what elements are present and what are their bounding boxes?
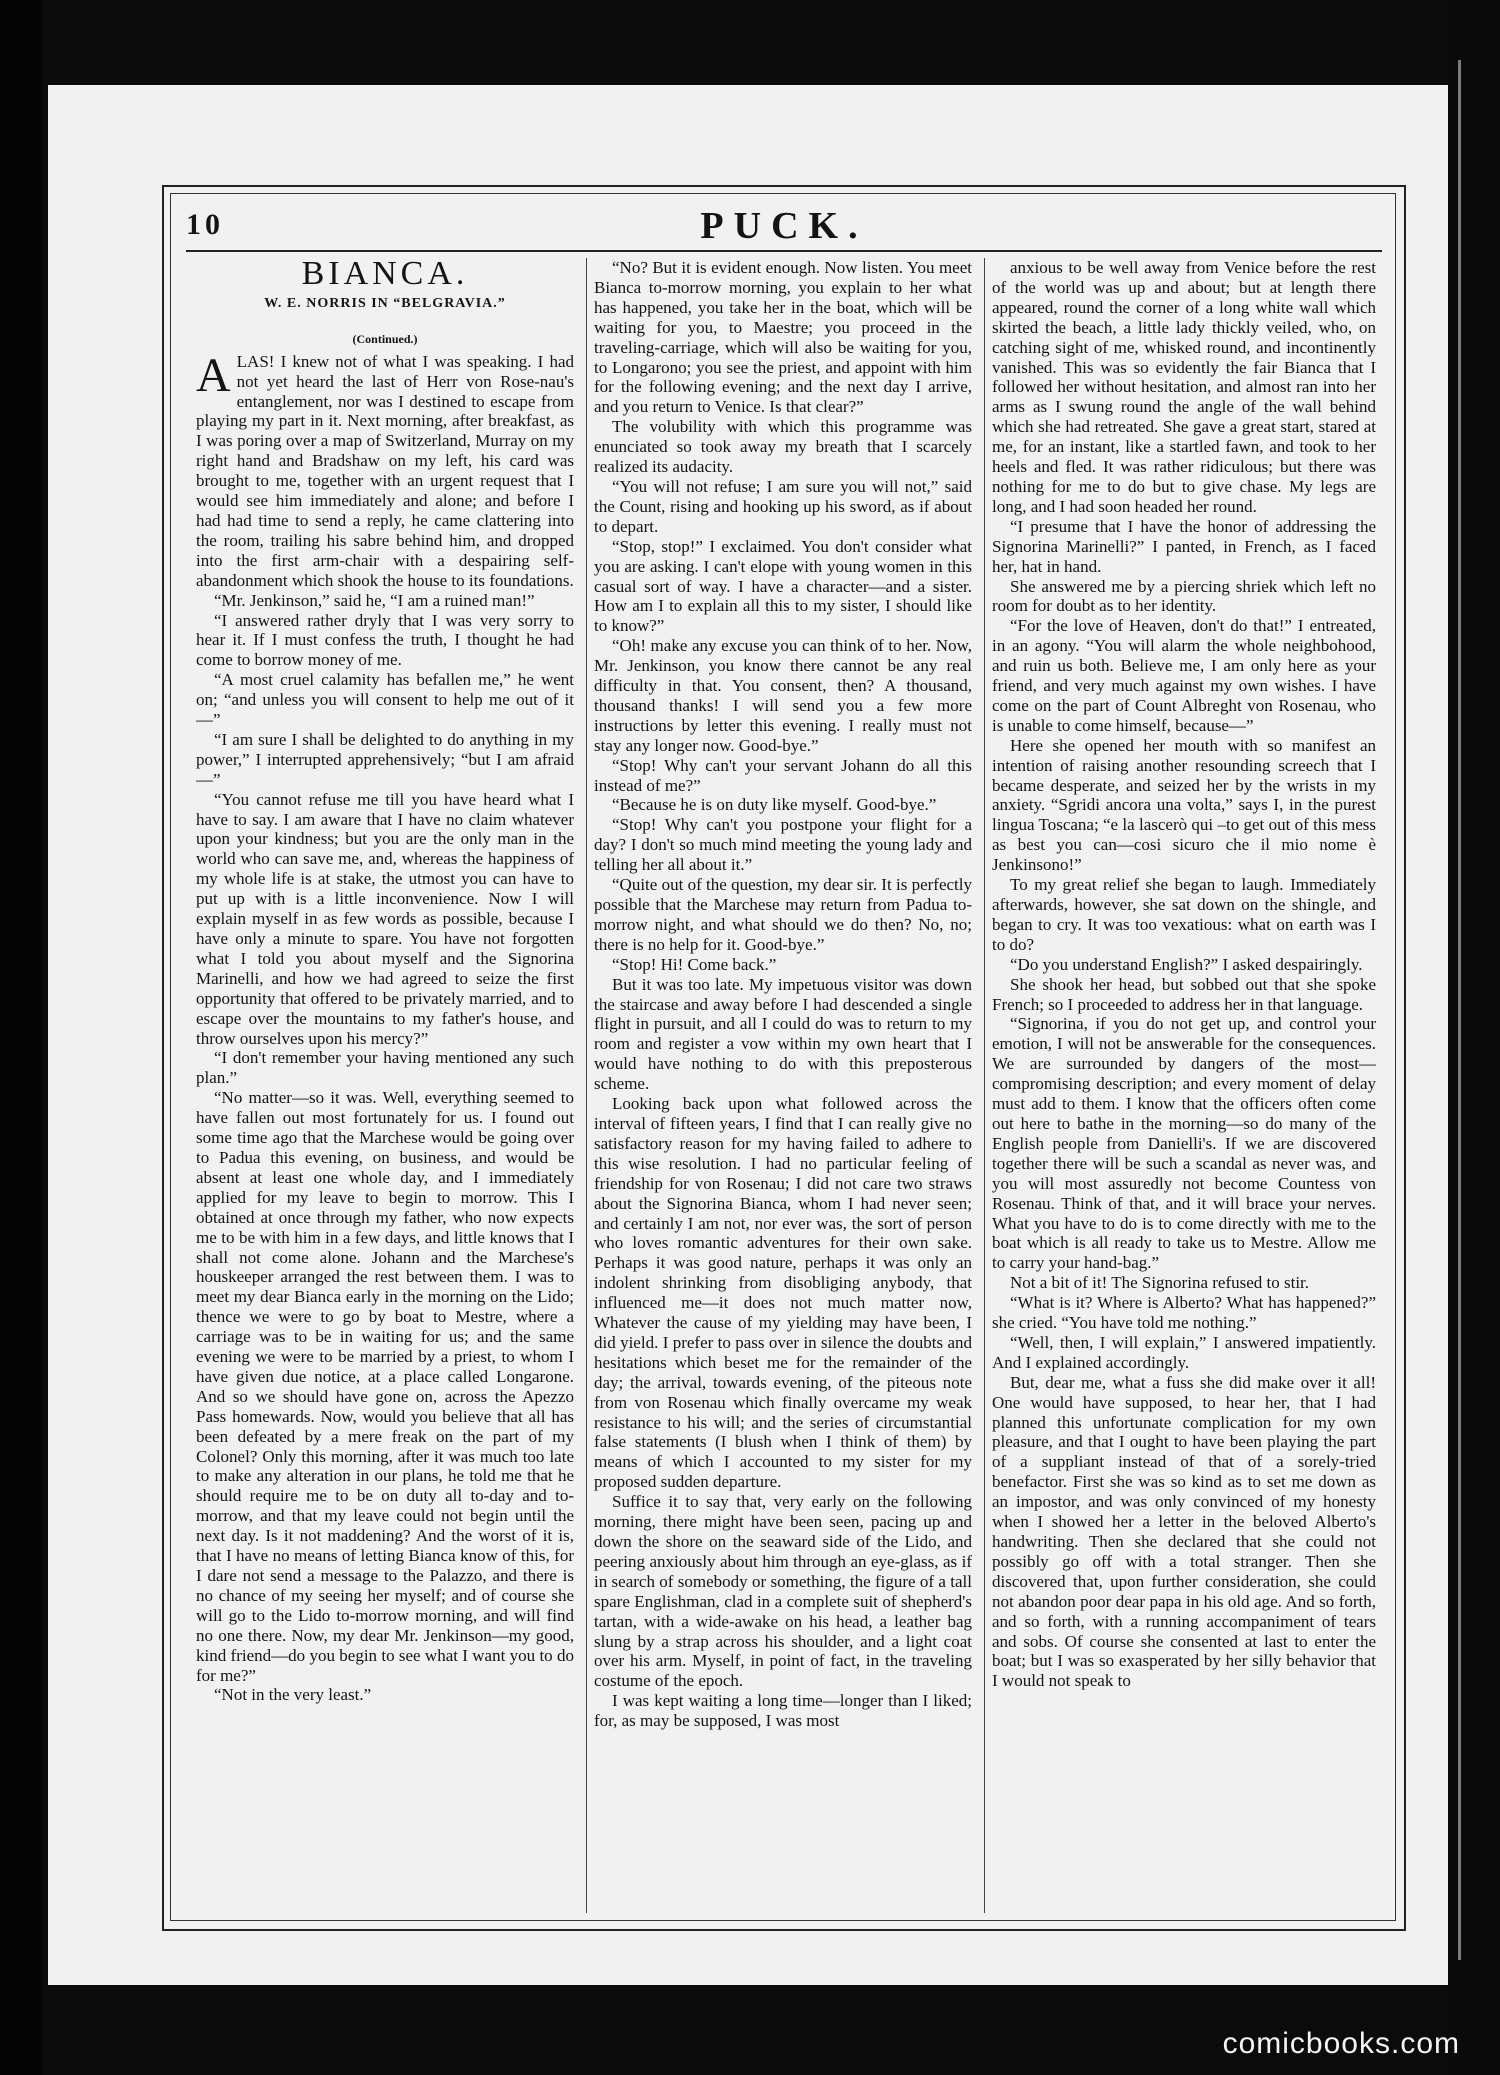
paragraph: “Mr. Jenkinson,” said he, “I am a ruined man!” bbox=[214, 590, 535, 610]
paragraph: But, dear me, what a fuss she did make over it all! One would have supposed, to hear her, that I had planned this unfortunate complication for my own pleasure, and that I ought to have been playing the part of a suppliant instead of that of a sorely-tried benefactor. First she was so kind as to set me down as an impostor, and was only convinced of my honesty when I showed her a letter in the beloved Alberto's handwriting. Then she declared that she could not possibly go off with a total stranger. Then she discovered that, upon further consideration, she could not abandon poor dear papa in his old age. And so forth, and so forth, with a running accompaniment of tears and sobs. Of course she consented at last to enter the boat; but I was so exasperated by her silly behavior that I would not speak to bbox=[992, 1372, 1376, 1691]
paragraph: “Stop! Why can't you postpone your flight for a day? I don't so much mind meeting the young lady and telling her all about it.” bbox=[594, 815, 972, 875]
header-rule bbox=[186, 250, 1382, 252]
paragraph: She answered me by a piercing shriek which left no room for doubt as to her identity. bbox=[992, 576, 1376, 616]
paragraph: “Signorina, if you do not get up, and control your emotion, I will not be answerable for the consequences. We are surrounded by dangers of the most—compromising description; and every moment of delay must add to them. I know that the officers often come out here to bathe in the morning—so do many of the English people from Danielli's. If we are discovered together there will be such a scandal as never was, and you will most assuredly not become Countess von Rosenau. Think of that, and it will brace your nerves. What you have to do is to come directly with me to the boat which is all ready to take us to Mestre. Allow me to carry your hand-bag.” bbox=[992, 1014, 1376, 1273]
text-column-2 bbox=[594, 258, 972, 1913]
opening-paragraph bbox=[196, 348, 574, 591]
paragraph: “Oh! make any excuse you can think of to her. Now, Mr. Jenkinson, you know there cannot be any real difficulty in that. You consent, then? A thousand, thousand thanks! I will send you a few more instructions by letter this evening. I really must not stay any longer now. Good-bye.” bbox=[594, 636, 972, 755]
paragraph: Suffice it to say that, very early on the following morning, there might have been seen, pacing up and down the shore on the seaward side of the Lido, and peering anxiously about him through an eye-glass, as if in search of somebody or something, the figure of a tall spare Englishman, clad in a complete suit of shepherd's tartan, with a wide-awake on his head, a leather bag slung by a strap across his shoulder, and a light coat over his arm. Myself, in point of fact, in the traveling costume of the epoch. bbox=[594, 1492, 972, 1691]
article-byline: W. E. NORRIS IN “BELGRAVIA.” bbox=[264, 295, 506, 311]
paragraph: “Stop! Why can't your servant Johann do all this instead of me?” bbox=[594, 755, 972, 795]
page-number: 10 bbox=[186, 208, 224, 241]
paragraph: “Well, then, I will explain,” I answered impatiently. And I explained accordingly. bbox=[992, 1332, 1376, 1372]
scan-border-left bbox=[0, 0, 42, 2075]
paragraph: “No matter—so it was. Well, everything seemed to have fallen out most fortunately for us. I found out some time ago that the Marchese would be going over to Padua this evening, on business, and would be absent at least one whole day, and I immediately applied for my leave to begin to morrow. This I obtained at once through my father, who now expects me to be with him in a few days, and little knows that I shall not come alone. Johann and the Marchese's houskeeper arranged the rest between them. I was to meet my dear Bianca early in the morning on the Lido; thence we were to go by boat to Mestre, where a carriage was to be in waiting for us; and the same evening we were to be married by a priest, to whom I have given due notice, at a place called Longarone. And so we should have gone on, across the Apezzo Pass homewards. Now, would you believe that all has been defeated by a mere freak on the part of my Colonel? Only this morning, after it was much too late to make any alteration in our plans, he told me that he should require me to be on duty all to-day and to-morrow, and that my leave could not begin until the next day. Is it not maddening? And the worst of it is, that I have no means of letting Bianca know of this, for I dare not send a message to the Palazzo, and there is no chance of my seeing her myself; and of course she will go to the Lido to-morrow morning, and will find no one there. Now, my dear Mr. Jenkinson—my good, kind friend—do you begin to see what I want you to do for me?” bbox=[196, 1088, 574, 1685]
article-title: BIANCA. bbox=[301, 258, 469, 292]
opening-text: LAS! I knew not of what I was speaking. I had not yet heard the last of Herr von Rose-nau's entanglement, nor was I destined to escape from playing my part in it. Next morning, after breakfast, as I was poring over a map of Switzerland, Murray on my right hand and Bradshaw on my left, his card was brought to me, together with an urgent request that I would see him immediately and alone; and before I had had time to send a reply, he came clattering into the room, trailing his sabre behind him, and dropped into the first arm-chair with a despairing self-abandonment which shook the house to its foundations. bbox=[196, 351, 574, 590]
continued-note: (Continued.) bbox=[352, 331, 418, 346]
paragraph: I was kept waiting a long time—longer than I liked; for, as may be supposed, I was most bbox=[594, 1691, 972, 1731]
paragraph: “Stop, stop!” I exclaimed. You don't consider what you are asking. I can't elope with young women in this casual sort of way. I have a character—and a sister. How am I to explain all this to my sister, I should like to know?” bbox=[594, 536, 972, 636]
paragraph: “Not in the very least.” bbox=[214, 1685, 372, 1705]
site-watermark: comicbooks.com bbox=[1222, 2027, 1460, 2060]
column-3-body bbox=[992, 258, 1376, 1691]
drop-cap: A bbox=[196, 348, 231, 402]
text-column-3 bbox=[992, 258, 1376, 1913]
column-2-body bbox=[594, 258, 972, 1731]
page-header bbox=[186, 204, 1382, 247]
paragraph: “I am sure I shall be delighted to do anything in my power,” I interrupted apprehensively; “but I am afraid—” bbox=[196, 729, 574, 789]
paragraph: Looking back upon what followed across the interval of fifteen years, I find that I can really give no satisfactory reason for my having failed to adhere to this wise resolution. I had no particular feeling of friendship for von Rosenau; I did not care two straws about the Signorina Bianca, whom I had never seen; and certainly I am not, nor ever was, the sort of person who loves romantic adventures for their own sake. Perhaps it was good nature, perhaps it was only an indolent shrinking from disobliging anybody, that influenced me—it does not much matter now, Whatever the cause of my yielding may have been, I did yield. I prefer to pass over in silence the doubts and hesitations which beset me for the remainder of the day; the arrival, towards evening, of the piteous note from von Rosenau which finally overcame my weak resistance to his will; and the series of circumstantial false statements (I blush when I think of them) by means of which I accounted to my sister for my proposed sudden departure. bbox=[594, 1094, 972, 1492]
paragraph: “I answered rather dryly that I was very sorry to hear it. If I must confess the truth, I thought he had come to borrow money of me. bbox=[196, 610, 574, 670]
paragraph: “Stop! Hi! Come back.” bbox=[612, 954, 777, 974]
paragraph: Not a bit of it! The Signorina refused to stir. bbox=[1010, 1273, 1310, 1293]
paragraph: Here she opened her mouth with so manifest an intention of raising another resounding screech that I became desperate, and seized her by the wrists in my anxiety. “Sgridi ancora una volta,” says I, in the purest lingua Toscana; “e la lascerò qui –to get out of this mess as best you can—cosi sicuro che il mio nome è Jenkinsono!” bbox=[992, 735, 1376, 875]
paragraph: “Because he is on duty like myself. Good-bye.” bbox=[612, 795, 937, 815]
paragraph: anxious to be well away from Venice before the rest of the world was up and about; but at length there appeared, round the corner of a long white wall which skirted the beach, a little lady thickly veiled, who, on catching sight of me, whisked round, and incontinently vanished. This was so evidently the fair Bianca that I followed her without hesitation, and almost ran into her arms as I swung round the angle of the wall behind which she had retreated. She gave a great start, stared at me, for an instant, like a startled fawn, and took to her heels and fled. It was rather ridiculous; but there was nothing for me to do but to give chase. My legs are long, and I had soon headed her round. bbox=[992, 258, 1376, 516]
masthead-title: PUCK. bbox=[700, 205, 868, 247]
paragraph: To my great relief she began to laugh. Immediately afterwards, however, she sat down on the shingle, and began to cry. It was too vexatious: what on earth was I to do? bbox=[992, 875, 1376, 954]
column-rule-1 bbox=[586, 258, 587, 1913]
paragraph: “Do you understand English?” I asked despairingly. bbox=[1010, 954, 1363, 974]
paragraph: “No? But it is evident enough. Now listen. You meet Bianca to-morrow morning, you explain to her what has happened, you take her in the boat, which will be waiting for you, to Maestre; you proceed in the traveling-carriage, which will also be waiting for you, to Longarono; you see the priest, and appoint with him for the following evening; and the next day I arrive, and you return to Venice. Is that clear?” bbox=[594, 258, 972, 417]
paragraph: “I presume that I have the honor of addressing the Signorina Marinelli?” I panted, in French, as I faced her, hat in hand. bbox=[992, 516, 1376, 576]
column-1-body bbox=[196, 591, 574, 1706]
paragraph: But it was too late. My impetuous visitor was down the staircase and away before I had descended a single flight in pursuit, and all I could do was to return to my room and register a vow within my own heart that I would have nothing to do with this preposterous scheme. bbox=[594, 974, 972, 1094]
paragraph: She shook her head, but sobbed out that she spoke French; so I proceeded to address her in that language. bbox=[992, 974, 1376, 1014]
column-rule-2 bbox=[984, 258, 985, 1913]
text-column-1 bbox=[196, 258, 574, 1913]
paragraph: “Quite out of the question, my dear sir. It is perfectly possible that the Marchese may return from Padua to-morrow night, and what should we do then? No, no; there is no help for it. Good-bye.” bbox=[594, 875, 972, 954]
paragraph: The volubility with which this programme was enunciated so took away my breath that I scarcely realized its audacity. bbox=[594, 417, 972, 477]
paragraph: “You will not refuse; I am sure you will not,” said the Count, rising and hooking up his sword, as if about to depart. bbox=[594, 476, 972, 536]
paragraph: “For the love of Heaven, don't do that!” I entreated, in an agony. “You will alarm the whole neighbohood, and ruin us both. Believe me, I am only here as your friend, and very much against my own wishes. I have come on the part of Count Albreght von Rosenau, who is unable to come himself, because—” bbox=[992, 616, 1376, 735]
scan-border-right bbox=[1452, 0, 1500, 2075]
paragraph: “What is it? Where is Alberto? What has happened?” she cried. “You have told me nothing.” bbox=[992, 1293, 1376, 1333]
paragraph: “I don't remember your having mentioned any such plan.” bbox=[196, 1048, 574, 1088]
paragraph: “You cannot refuse me till you have heard what I have to say. I am aware that I have no claim whatever upon your kindness; but you are the only man in the world who can save me, and, whereas the happiness of my whole life is at stake, the utmost you can have to put up with is a little inconvenience. Now I will explain myself in as few words as possible, because I have only a minute to spare. You have not forgotten what I told you about myself and the Signorina Marinelli, and how we had agreed to seize the first opportunity that offered to be privately married, and to escape over the mountains to my father's house, and throw ourselves upon his mercy?” bbox=[196, 789, 574, 1048]
paragraph: “A most cruel calamity has befallen me,” he went on; “and unless you will consent to help me out of it—” bbox=[196, 670, 574, 730]
